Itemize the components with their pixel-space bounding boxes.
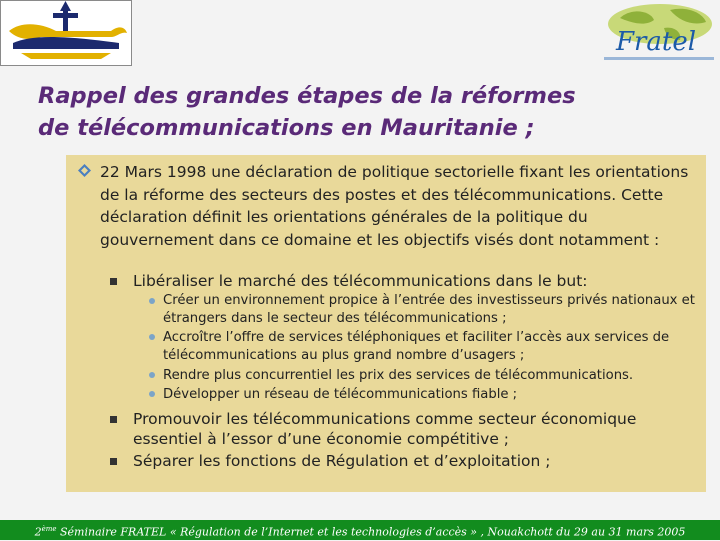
intro-paragraph: 22 Mars 1998 une déclaration de politique sectorielle fixant les orientations de la réforme des secteurs des postes et des télécommunications. Cette déclaration définit les orientations générales de la politique du gouvernement dans ce domaine et les objectifs visés dont notamment :: [100, 163, 689, 249]
square-bullet-icon: [110, 278, 117, 285]
sub-item-3: Rendre plus concurrentiel les prix des services de télécommunications.: [163, 368, 634, 383]
square-bullet-icon: [110, 458, 117, 465]
list-item-liberaliser: Libéraliser le marché des télécommunications dans le but:: [133, 272, 588, 290]
title-line-1: Rappel des grandes étapes de la réformes: [38, 83, 576, 109]
round-bullet-icon: [149, 391, 155, 397]
list-item-separer: Séparer les fonctions de Régulation et d’exploitation ;: [133, 452, 551, 470]
logo-emblem-icon: [1, 1, 131, 65]
round-bullet-icon: [149, 334, 155, 340]
round-bullet-icon: [149, 372, 155, 378]
square-bullet-icon: [110, 416, 117, 423]
organization-logo: [0, 0, 132, 66]
sub-item-2: Accroître l’offre de services téléphoniques et faciliter l’accès aux services de télécommunications au plus grand nombre d’usagers ;: [163, 330, 670, 363]
footer-ordinal: 2: [34, 525, 42, 539]
fratel-logo-text: Fratel: [615, 27, 697, 57]
diamond-bullet-icon: [78, 164, 91, 177]
footer-caption: Séminaire FRATEL « Régulation de l’Internet et les technologies d’accès » , Nouakchott du 29 au 31 mars 2005: [56, 525, 686, 539]
sub-item-4: Développer un réseau de télécommunications fiable ;: [163, 387, 518, 402]
slide-title: [38, 80, 678, 144]
footer-ordinal-suffix: ème: [41, 525, 57, 533]
round-bullet-icon: [149, 298, 155, 304]
list-item-promouvoir: Promouvoir les télécommunications comme secteur économique essentiel à l’essor d’une économie compétitive ;: [133, 410, 637, 448]
footer-text: [0, 521, 720, 541]
title-line-2: de télécommunications en Mauritanie ;: [38, 115, 535, 141]
logo-tagline-bar: [604, 57, 714, 60]
sub-item-1: Créer un environnement propice à l’entrée des investisseurs privés nationaux et étrangers dans le secteur des télécommunications ;: [163, 293, 695, 326]
fratel-logo: [594, 0, 720, 68]
